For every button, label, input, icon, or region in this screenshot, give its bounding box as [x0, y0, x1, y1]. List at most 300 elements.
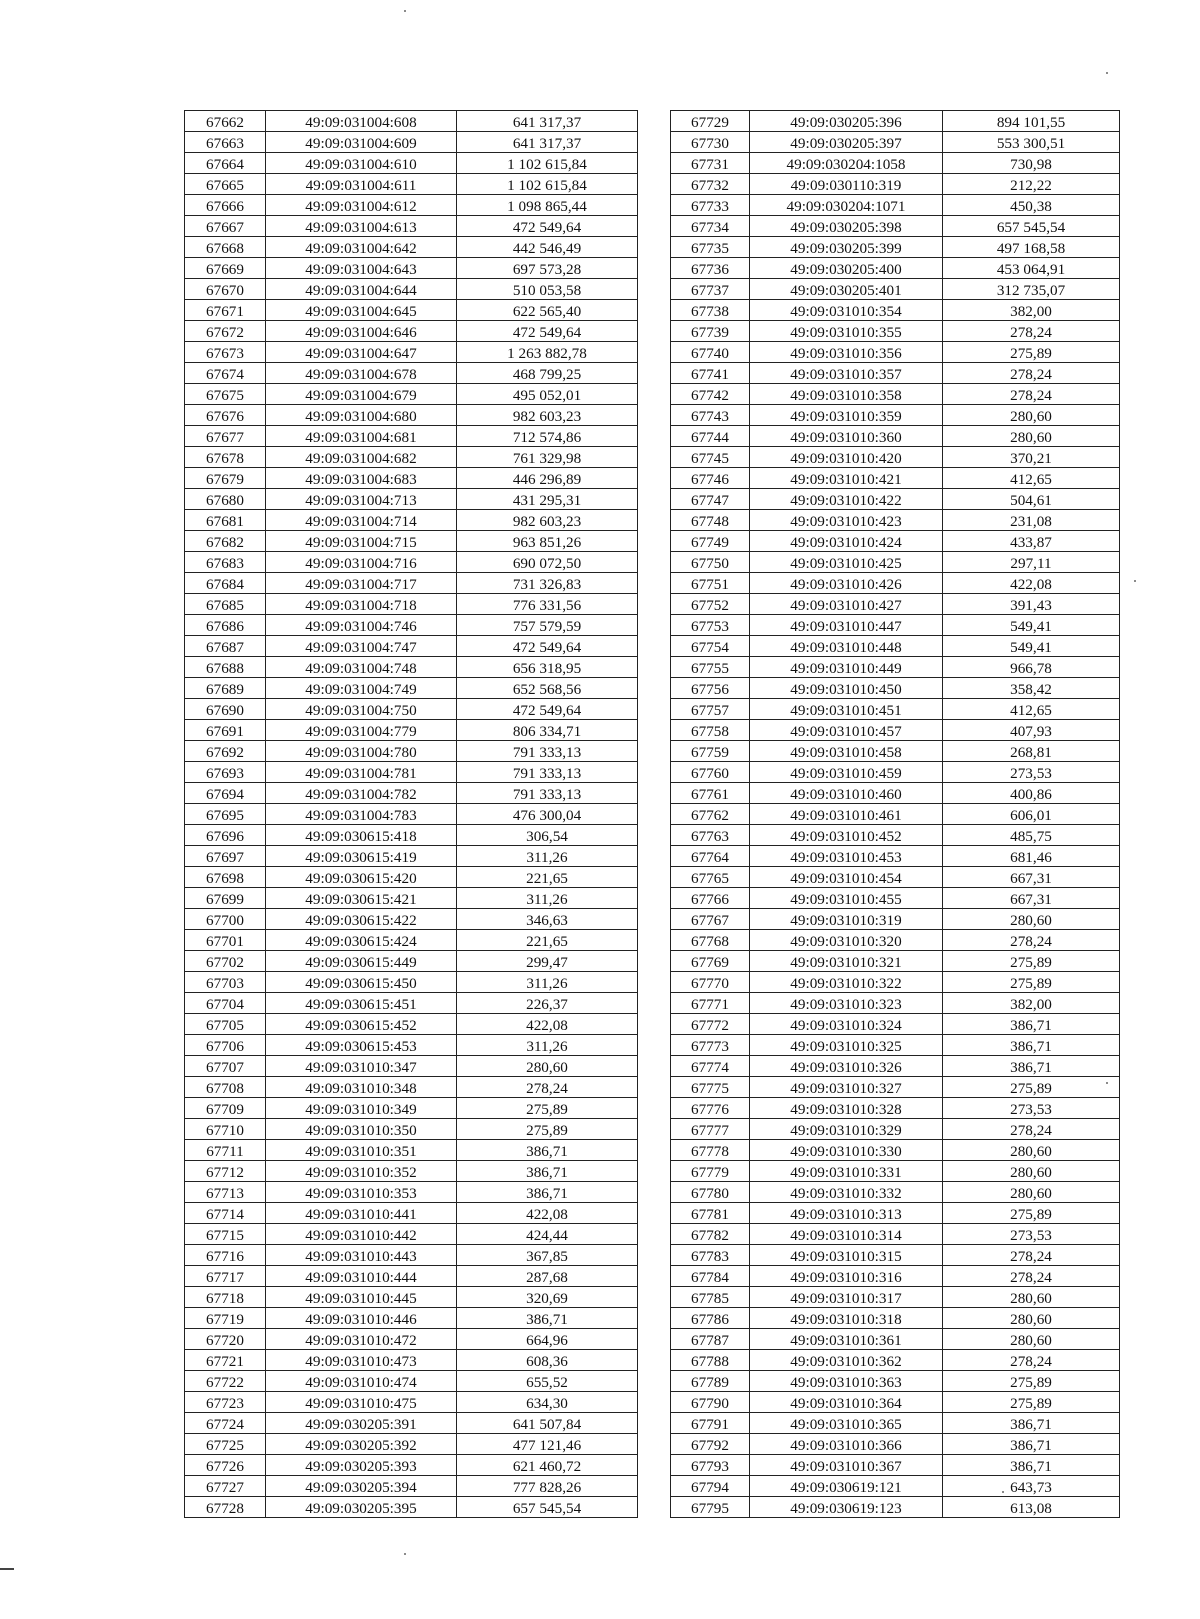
- table-row: [671, 594, 1120, 615]
- value-cell: 278,24: [943, 1119, 1120, 1140]
- value-cell: 346,63: [457, 909, 638, 930]
- cadastral-number-cell: 49:09:031004:715: [266, 531, 457, 552]
- table-row: [185, 216, 638, 237]
- row-number-cell: 67722: [185, 1371, 266, 1392]
- value-cell: 657 545,54: [943, 216, 1120, 237]
- scan-speck: [1106, 72, 1108, 74]
- table-row: [671, 342, 1120, 363]
- row-number-cell: 67674: [185, 363, 266, 384]
- table-row: [185, 258, 638, 279]
- value-cell: 280,60: [943, 1287, 1120, 1308]
- value-cell: 275,89: [943, 1077, 1120, 1098]
- value-cell: 761 329,98: [457, 447, 638, 468]
- table-row: [671, 111, 1120, 132]
- cadastral-number-cell: 49:09:030615:419: [266, 846, 457, 867]
- table-row: [671, 468, 1120, 489]
- table-row: [185, 426, 638, 447]
- cadastral-number-cell: 49:09:031004:782: [266, 783, 457, 804]
- table-row: [671, 1077, 1120, 1098]
- table-row: [671, 699, 1120, 720]
- table-row: [671, 951, 1120, 972]
- value-cell: 656 318,95: [457, 657, 638, 678]
- value-cell: 806 334,71: [457, 720, 638, 741]
- row-number-cell: 67693: [185, 762, 266, 783]
- table-row: [671, 1245, 1120, 1266]
- cadastral-number-cell: 49:09:031010:319: [750, 909, 943, 930]
- value-cell: 472 549,64: [457, 636, 638, 657]
- row-number-cell: 67694: [185, 783, 266, 804]
- cadastral-number-cell: 49:09:031004:646: [266, 321, 457, 342]
- table-row: [671, 489, 1120, 510]
- cadastral-number-cell: 49:09:030205:396: [750, 111, 943, 132]
- value-cell: 382,00: [943, 300, 1120, 321]
- value-cell: 777 828,26: [457, 1476, 638, 1497]
- table-row: [185, 762, 638, 783]
- table-row: [671, 510, 1120, 531]
- value-cell: 485,75: [943, 825, 1120, 846]
- value-cell: 386,71: [943, 1413, 1120, 1434]
- table-row: [185, 237, 638, 258]
- value-cell: 450,38: [943, 195, 1120, 216]
- cadastral-number-cell: 49:09:031010:452: [750, 825, 943, 846]
- value-cell: 776 331,56: [457, 594, 638, 615]
- cadastral-number-cell: 49:09:031010:354: [750, 300, 943, 321]
- table-row: [185, 1245, 638, 1266]
- table-row: [671, 573, 1120, 594]
- table-row: [671, 1203, 1120, 1224]
- row-number-cell: 67723: [185, 1392, 266, 1413]
- table-row: [671, 1014, 1120, 1035]
- table-row: [185, 384, 638, 405]
- table-row: [671, 825, 1120, 846]
- cadastral-number-cell: 49:09:031004:613: [266, 216, 457, 237]
- value-cell: 667,31: [943, 888, 1120, 909]
- row-number-cell: 67752: [671, 594, 750, 615]
- cadastral-number-cell: 49:09:031004:747: [266, 636, 457, 657]
- value-cell: 391,43: [943, 594, 1120, 615]
- row-number-cell: 67795: [671, 1497, 750, 1518]
- table-row: [671, 237, 1120, 258]
- row-number-cell: 67680: [185, 489, 266, 510]
- cadastral-number-cell: 49:09:031010:455: [750, 888, 943, 909]
- row-number-cell: 67698: [185, 867, 266, 888]
- value-cell: 690 072,50: [457, 552, 638, 573]
- cadastral-number-cell: 49:09:031010:320: [750, 930, 943, 951]
- table-row: [671, 1287, 1120, 1308]
- value-cell: 275,89: [943, 972, 1120, 993]
- value-cell: 757 579,59: [457, 615, 638, 636]
- table-row: [671, 153, 1120, 174]
- row-number-cell: 67729: [671, 111, 750, 132]
- cadastral-number-cell: 49:09:031010:366: [750, 1434, 943, 1455]
- cadastral-number-cell: 49:09:031010:443: [266, 1245, 457, 1266]
- table-row: [185, 951, 638, 972]
- row-number-cell: 67720: [185, 1329, 266, 1350]
- table-row: [185, 636, 638, 657]
- row-number-cell: 67748: [671, 510, 750, 531]
- cadastral-table-left: [184, 110, 638, 1518]
- cadastral-number-cell: 49:09:031010:315: [750, 1245, 943, 1266]
- table-right-body: [671, 111, 1120, 1518]
- value-cell: 731 326,83: [457, 573, 638, 594]
- cadastral-number-cell: 49:09:031010:351: [266, 1140, 457, 1161]
- cadastral-number-cell: 49:09:030205:395: [266, 1497, 457, 1518]
- table-row: [671, 447, 1120, 468]
- table-row: [185, 468, 638, 489]
- row-number-cell: 67741: [671, 363, 750, 384]
- value-cell: 442 546,49: [457, 237, 638, 258]
- cadastral-number-cell: 49:09:031010:362: [750, 1350, 943, 1371]
- row-number-cell: 67714: [185, 1203, 266, 1224]
- row-number-cell: 67719: [185, 1308, 266, 1329]
- table-row: [185, 615, 638, 636]
- row-number-cell: 67768: [671, 930, 750, 951]
- cadastral-number-cell: 49:09:030205:398: [750, 216, 943, 237]
- cadastral-number-cell: 49:09:031004:779: [266, 720, 457, 741]
- row-number-cell: 67668: [185, 237, 266, 258]
- table-row: [671, 1098, 1120, 1119]
- row-number-cell: 67662: [185, 111, 266, 132]
- value-cell: 273,53: [943, 1098, 1120, 1119]
- row-number-cell: 67778: [671, 1140, 750, 1161]
- value-cell: 221,65: [457, 930, 638, 951]
- row-number-cell: 67787: [671, 1329, 750, 1350]
- cadastral-number-cell: 49:09:030615:420: [266, 867, 457, 888]
- value-cell: 621 460,72: [457, 1455, 638, 1476]
- cadastral-number-cell: 49:09:031004:683: [266, 468, 457, 489]
- row-number-cell: 67760: [671, 762, 750, 783]
- value-cell: 791 333,13: [457, 741, 638, 762]
- row-number-cell: 67735: [671, 237, 750, 258]
- table-row: [671, 720, 1120, 741]
- table-row: [671, 1329, 1120, 1350]
- cadastral-number-cell: 49:09:031004:643: [266, 258, 457, 279]
- table-row: [185, 993, 638, 1014]
- table-row: [185, 153, 638, 174]
- cadastral-number-cell: 49:09:031004:682: [266, 447, 457, 468]
- row-number-cell: 67742: [671, 384, 750, 405]
- cadastral-number-cell: 49:09:031004:781: [266, 762, 457, 783]
- table-row: [185, 174, 638, 195]
- cadastral-number-cell: 49:09:031010:367: [750, 1455, 943, 1476]
- row-number-cell: 67784: [671, 1266, 750, 1287]
- row-number-cell: 67747: [671, 489, 750, 510]
- cadastral-number-cell: 49:09:031010:330: [750, 1140, 943, 1161]
- row-number-cell: 67665: [185, 174, 266, 195]
- row-number-cell: 67779: [671, 1161, 750, 1182]
- value-cell: 1 102 615,84: [457, 153, 638, 174]
- value-cell: 278,24: [943, 363, 1120, 384]
- table-row: [671, 258, 1120, 279]
- row-number-cell: 67776: [671, 1098, 750, 1119]
- row-number-cell: 67780: [671, 1182, 750, 1203]
- table-row: [671, 1224, 1120, 1245]
- cadastral-number-cell: 49:09:031010:424: [750, 531, 943, 552]
- cadastral-number-cell: 49:09:031010:328: [750, 1098, 943, 1119]
- table-row: [185, 300, 638, 321]
- cadastral-number-cell: 49:09:031010:460: [750, 783, 943, 804]
- value-cell: 1 263 882,78: [457, 342, 638, 363]
- row-number-cell: 67728: [185, 1497, 266, 1518]
- table-row: [185, 489, 638, 510]
- value-cell: 606,01: [943, 804, 1120, 825]
- cadastral-number-cell: 49:09:031010:316: [750, 1266, 943, 1287]
- table-row: [185, 720, 638, 741]
- row-number-cell: 67716: [185, 1245, 266, 1266]
- cadastral-number-cell: 49:09:030205:401: [750, 279, 943, 300]
- cadastral-number-cell: 49:09:031010:474: [266, 1371, 457, 1392]
- value-cell: 982 603,23: [457, 510, 638, 531]
- row-number-cell: 67770: [671, 972, 750, 993]
- cadastral-number-cell: 49:09:031010:364: [750, 1392, 943, 1413]
- cadastral-number-cell: 49:09:031004:714: [266, 510, 457, 531]
- row-number-cell: 67774: [671, 1056, 750, 1077]
- row-number-cell: 67759: [671, 741, 750, 762]
- row-number-cell: 67724: [185, 1413, 266, 1434]
- row-number-cell: 67789: [671, 1371, 750, 1392]
- row-number-cell: 67765: [671, 867, 750, 888]
- table-row: [671, 909, 1120, 930]
- row-number-cell: 67754: [671, 636, 750, 657]
- value-cell: 275,89: [943, 1203, 1120, 1224]
- cadastral-number-cell: 49:09:030615:450: [266, 972, 457, 993]
- cadastral-number-cell: 49:09:031010:350: [266, 1119, 457, 1140]
- cadastral-number-cell: 49:09:031010:445: [266, 1287, 457, 1308]
- table-row: [671, 1308, 1120, 1329]
- row-number-cell: 67673: [185, 342, 266, 363]
- table-row: [185, 1035, 638, 1056]
- table-row: [671, 174, 1120, 195]
- value-cell: 634,30: [457, 1392, 638, 1413]
- row-number-cell: 67762: [671, 804, 750, 825]
- row-number-cell: 67689: [185, 678, 266, 699]
- value-cell: 791 333,13: [457, 783, 638, 804]
- table-row: [671, 426, 1120, 447]
- cadastral-number-cell: 49:09:030205:400: [750, 258, 943, 279]
- row-number-cell: 67664: [185, 153, 266, 174]
- value-cell: 608,36: [457, 1350, 638, 1371]
- table-row: [185, 111, 638, 132]
- value-cell: 386,71: [457, 1182, 638, 1203]
- row-number-cell: 67677: [185, 426, 266, 447]
- cadastral-number-cell: 49:09:031010:446: [266, 1308, 457, 1329]
- row-number-cell: 67775: [671, 1077, 750, 1098]
- row-number-cell: 67738: [671, 300, 750, 321]
- value-cell: 472 549,64: [457, 321, 638, 342]
- table-row: [185, 594, 638, 615]
- cadastral-number-cell: 49:09:031004:644: [266, 279, 457, 300]
- cadastral-number-cell: 49:09:030615:453: [266, 1035, 457, 1056]
- cadastral-number-cell: 49:09:031010:313: [750, 1203, 943, 1224]
- value-cell: 275,89: [457, 1119, 638, 1140]
- row-number-cell: 67769: [671, 951, 750, 972]
- table-row: [185, 678, 638, 699]
- value-cell: 312 735,07: [943, 279, 1120, 300]
- cadastral-number-cell: 49:09:031010:472: [266, 1329, 457, 1350]
- row-number-cell: 67697: [185, 846, 266, 867]
- value-cell: 641 317,37: [457, 132, 638, 153]
- row-number-cell: 67773: [671, 1035, 750, 1056]
- scan-edge-mark: [0, 1568, 14, 1570]
- cadastral-number-cell: 49:09:030204:1058: [750, 153, 943, 174]
- cadastral-number-cell: 49:09:030615:422: [266, 909, 457, 930]
- value-cell: 278,24: [943, 321, 1120, 342]
- cadastral-number-cell: 49:09:031010:327: [750, 1077, 943, 1098]
- row-number-cell: 67710: [185, 1119, 266, 1140]
- value-cell: 963 851,26: [457, 531, 638, 552]
- cadastral-number-cell: 49:09:031010:426: [750, 573, 943, 594]
- cadastral-number-cell: 49:09:031010:453: [750, 846, 943, 867]
- table-row: [671, 1413, 1120, 1434]
- cadastral-number-cell: 49:09:031010:326: [750, 1056, 943, 1077]
- row-number-cell: 67788: [671, 1350, 750, 1371]
- table-row: [185, 1350, 638, 1371]
- cadastral-number-cell: 49:09:030615:421: [266, 888, 457, 909]
- row-number-cell: 67670: [185, 279, 266, 300]
- row-number-cell: 67666: [185, 195, 266, 216]
- cadastral-number-cell: 49:09:030205:399: [750, 237, 943, 258]
- value-cell: 504,61: [943, 489, 1120, 510]
- table-row: [671, 1497, 1120, 1518]
- table-left-body: [185, 111, 638, 1518]
- value-cell: 311,26: [457, 972, 638, 993]
- table-row: [185, 447, 638, 468]
- table-row: [185, 909, 638, 930]
- table-row: [185, 279, 638, 300]
- value-cell: 641 507,84: [457, 1413, 638, 1434]
- table-row: [185, 552, 638, 573]
- row-number-cell: 67679: [185, 468, 266, 489]
- table-row: [185, 741, 638, 762]
- cadastral-table-right: [670, 110, 1120, 1518]
- row-number-cell: 67772: [671, 1014, 750, 1035]
- table-row: [671, 636, 1120, 657]
- value-cell: 320,69: [457, 1287, 638, 1308]
- value-cell: 299,47: [457, 951, 638, 972]
- table-row: [671, 615, 1120, 636]
- cadastral-number-cell: 49:09:031004:611: [266, 174, 457, 195]
- row-number-cell: 67786: [671, 1308, 750, 1329]
- value-cell: 386,71: [943, 1035, 1120, 1056]
- table-row: [185, 405, 638, 426]
- cadastral-number-cell: 49:09:031010:449: [750, 657, 943, 678]
- table-row: [185, 825, 638, 846]
- cadastral-number-cell: 49:09:031004:783: [266, 804, 457, 825]
- cadastral-number-cell: 49:09:031010:461: [750, 804, 943, 825]
- table-row: [185, 846, 638, 867]
- row-number-cell: 67681: [185, 510, 266, 531]
- table-row: [185, 510, 638, 531]
- value-cell: 966,78: [943, 657, 1120, 678]
- cadastral-number-cell: 49:09:031010:360: [750, 426, 943, 447]
- value-cell: 622 565,40: [457, 300, 638, 321]
- row-number-cell: 67736: [671, 258, 750, 279]
- row-number-cell: 67663: [185, 132, 266, 153]
- row-number-cell: 67733: [671, 195, 750, 216]
- table-row: [671, 846, 1120, 867]
- value-cell: 386,71: [457, 1308, 638, 1329]
- cadastral-number-cell: 49:09:031010:359: [750, 405, 943, 426]
- row-number-cell: 67781: [671, 1203, 750, 1224]
- table-row: [185, 699, 638, 720]
- cadastral-number-cell: 49:09:031004:680: [266, 405, 457, 426]
- value-cell: 212,22: [943, 174, 1120, 195]
- cadastral-number-cell: 49:09:031010:357: [750, 363, 943, 384]
- value-cell: 386,71: [943, 1056, 1120, 1077]
- value-cell: 422,08: [457, 1014, 638, 1035]
- value-cell: 497 168,58: [943, 237, 1120, 258]
- value-cell: 280,60: [943, 1308, 1120, 1329]
- cadastral-number-cell: 49:09:031010:325: [750, 1035, 943, 1056]
- row-number-cell: 67783: [671, 1245, 750, 1266]
- value-cell: 226,37: [457, 993, 638, 1014]
- cadastral-number-cell: 49:09:030619:121: [750, 1476, 943, 1497]
- value-cell: 613,08: [943, 1497, 1120, 1518]
- value-cell: 268,81: [943, 741, 1120, 762]
- value-cell: 468 799,25: [457, 363, 638, 384]
- table-row: [185, 657, 638, 678]
- value-cell: 681,46: [943, 846, 1120, 867]
- cadastral-number-cell: 49:09:031010:420: [750, 447, 943, 468]
- value-cell: 278,24: [457, 1077, 638, 1098]
- table-row: [185, 132, 638, 153]
- scan-speck: [1002, 1491, 1004, 1493]
- value-cell: 400,86: [943, 783, 1120, 804]
- cadastral-number-cell: 49:09:031004:750: [266, 699, 457, 720]
- table-row: [671, 1371, 1120, 1392]
- value-cell: 412,65: [943, 468, 1120, 489]
- value-cell: 278,24: [943, 1266, 1120, 1287]
- row-number-cell: 67691: [185, 720, 266, 741]
- table-row: [185, 1392, 638, 1413]
- row-number-cell: 67777: [671, 1119, 750, 1140]
- table-row: [671, 1140, 1120, 1161]
- value-cell: 712 574,86: [457, 426, 638, 447]
- scan-speck: [404, 1553, 406, 1555]
- table-row: [671, 741, 1120, 762]
- row-number-cell: 67696: [185, 825, 266, 846]
- row-number-cell: 67763: [671, 825, 750, 846]
- row-number-cell: 67686: [185, 615, 266, 636]
- table-row: [185, 1497, 638, 1518]
- table-row: [185, 783, 638, 804]
- cadastral-number-cell: 49:09:031004:780: [266, 741, 457, 762]
- row-number-cell: 67671: [185, 300, 266, 321]
- table-row: [671, 993, 1120, 1014]
- value-cell: 231,08: [943, 510, 1120, 531]
- cadastral-number-cell: 49:09:031010:347: [266, 1056, 457, 1077]
- table-row: [185, 1224, 638, 1245]
- value-cell: 422,08: [457, 1203, 638, 1224]
- cadastral-number-cell: 49:09:031010:459: [750, 762, 943, 783]
- row-number-cell: 67737: [671, 279, 750, 300]
- table-row: [185, 972, 638, 993]
- table-row: [185, 342, 638, 363]
- cadastral-number-cell: 49:09:031010:353: [266, 1182, 457, 1203]
- table-row: [671, 867, 1120, 888]
- table-row: [185, 1434, 638, 1455]
- value-cell: 894 101,55: [943, 111, 1120, 132]
- row-number-cell: 67771: [671, 993, 750, 1014]
- table-row: [185, 321, 638, 342]
- table-row: [671, 1350, 1120, 1371]
- scan-speck: [1134, 580, 1136, 582]
- cadastral-number-cell: 49:09:031010:329: [750, 1119, 943, 1140]
- table-row: [185, 1203, 638, 1224]
- value-cell: 549,41: [943, 615, 1120, 636]
- cadastral-number-cell: 49:09:031010:457: [750, 720, 943, 741]
- value-cell: 982 603,23: [457, 405, 638, 426]
